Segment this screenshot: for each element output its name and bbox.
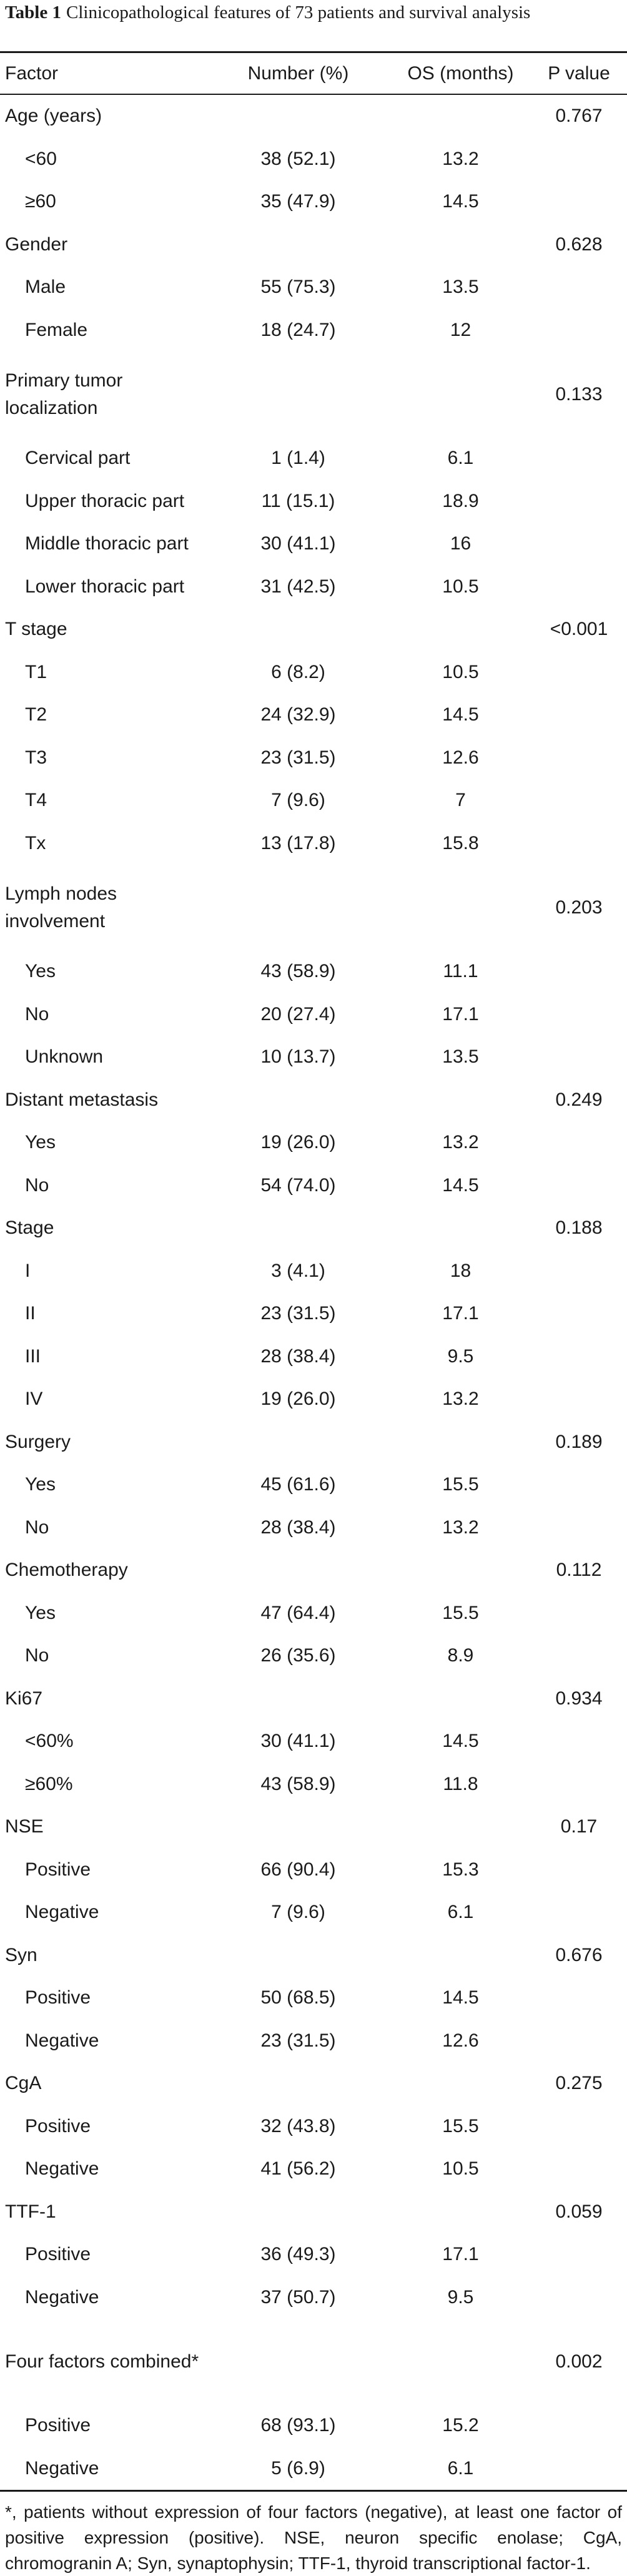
cell-p-value: 0.628 bbox=[555, 234, 603, 255]
cell-number: 20 (27.4) bbox=[260, 1003, 336, 1025]
table-body bbox=[0, 95, 627, 2490]
table-row bbox=[0, 1849, 627, 1892]
cell-number: 13 (17.8) bbox=[260, 832, 336, 853]
cell-number: 6 (8.2) bbox=[271, 661, 325, 682]
cell-factor: Tx bbox=[25, 832, 46, 853]
cell-os: 7 bbox=[455, 790, 466, 811]
table-row bbox=[0, 694, 627, 737]
cell-p-value: 0.112 bbox=[556, 1560, 602, 1581]
table-row bbox=[0, 480, 627, 523]
cell-factor: Stage bbox=[5, 1217, 54, 1239]
cell-p-value: 0.934 bbox=[555, 1688, 603, 1709]
cell-number: 38 (52.1) bbox=[260, 148, 336, 169]
table-caption-label: Table 1 bbox=[5, 2, 61, 22]
cell-os: 12 bbox=[450, 319, 471, 340]
cell-factor: Yes bbox=[25, 1602, 56, 1623]
cell-factor: IV bbox=[25, 1389, 43, 1410]
table-group-row bbox=[0, 1806, 627, 1849]
cell-factor: T3 bbox=[25, 747, 47, 768]
cell-os: 10.5 bbox=[442, 2158, 479, 2180]
cell-os: 15.5 bbox=[442, 1474, 479, 1495]
cell-number: 45 (61.6) bbox=[260, 1474, 336, 1495]
cell-os: 14.5 bbox=[442, 191, 479, 212]
table-caption bbox=[0, 0, 627, 50]
cell-factor: Four factors combined* bbox=[5, 2351, 199, 2372]
cell-p-value: 0.17 bbox=[560, 1816, 598, 1837]
cell-os: 18 bbox=[450, 1260, 471, 1281]
table-row bbox=[0, 1891, 627, 1934]
cell-number: 7 (9.6) bbox=[271, 1902, 325, 1923]
cell-number: 23 (31.5) bbox=[260, 2030, 336, 2051]
cell-os: 9.5 bbox=[447, 2286, 474, 2308]
cell-factor: Negative bbox=[25, 2457, 99, 2479]
table-row bbox=[0, 523, 627, 566]
cell-p-value: 0.188 bbox=[555, 1217, 603, 1239]
cell-factor: III bbox=[25, 1345, 41, 1367]
cell-number: 11 (15.1) bbox=[261, 490, 335, 511]
table-group-row bbox=[0, 1934, 627, 1977]
cell-number: 41 (56.2) bbox=[260, 2158, 336, 2180]
cell-factor: No bbox=[25, 1003, 49, 1025]
cell-number: 7 (9.6) bbox=[271, 790, 325, 811]
table-row bbox=[0, 1292, 627, 1335]
cell-os: 18.9 bbox=[442, 490, 479, 511]
cell-factor: Primary tumor localization bbox=[5, 370, 123, 418]
cell-p-value: 0.676 bbox=[555, 1944, 603, 1965]
cell-p-value: <0.001 bbox=[550, 619, 608, 640]
cell-os: 17.1 bbox=[442, 2244, 479, 2265]
table-row bbox=[0, 2276, 627, 2319]
table-row bbox=[0, 138, 627, 181]
table-row bbox=[0, 2020, 627, 2063]
table-row bbox=[0, 993, 627, 1036]
cell-os: 15.3 bbox=[442, 1859, 479, 1880]
cell-os: 6.1 bbox=[447, 1902, 474, 1923]
cell-factor: Positive bbox=[25, 1859, 91, 1880]
cell-os: 6.1 bbox=[447, 448, 474, 469]
table-row bbox=[0, 2447, 627, 2490]
cell-os: 13.5 bbox=[442, 1046, 479, 1068]
cell-p-value: 0.002 bbox=[555, 2351, 603, 2372]
cell-p-value: 0.203 bbox=[555, 897, 603, 918]
cell-p-value: 0.249 bbox=[555, 1089, 603, 1110]
cell-number: 43 (58.9) bbox=[260, 1773, 336, 1794]
header-os: OS (months) bbox=[407, 62, 514, 84]
cell-p-value: 0.189 bbox=[555, 1431, 603, 1452]
table-group-row bbox=[0, 1207, 627, 1250]
cell-os: 13.2 bbox=[442, 1389, 479, 1410]
cell-number: 1 (1.4) bbox=[271, 448, 325, 469]
cell-factor: Yes bbox=[25, 1132, 56, 1153]
cell-p-value: 0.767 bbox=[555, 106, 603, 127]
cell-factor: Unknown bbox=[25, 1046, 104, 1068]
cell-os: 8.9 bbox=[447, 1645, 474, 1666]
table-row bbox=[0, 1720, 627, 1763]
table-group-row bbox=[0, 1079, 627, 1122]
cell-os: 13.2 bbox=[442, 148, 479, 169]
cell-number: 36 (49.3) bbox=[260, 2244, 336, 2265]
header-p-value: P value bbox=[548, 62, 610, 84]
cell-os: 13.5 bbox=[442, 277, 479, 298]
cell-factor: Yes bbox=[25, 961, 56, 982]
cell-number: 35 (47.9) bbox=[260, 191, 336, 212]
table-row bbox=[0, 266, 627, 309]
cell-os: 15.2 bbox=[442, 2415, 479, 2436]
table-group-row bbox=[0, 2319, 627, 2404]
table-group-row bbox=[0, 1678, 627, 1721]
cell-p-value: 0.059 bbox=[555, 2201, 603, 2222]
table-group-row bbox=[0, 95, 627, 138]
cell-number: 19 (26.0) bbox=[260, 1389, 336, 1410]
cell-factor: <60% bbox=[25, 1731, 74, 1752]
cell-number: 28 (38.4) bbox=[260, 1517, 336, 1538]
cell-factor: Age (years) bbox=[5, 106, 102, 127]
cell-factor: Negative bbox=[25, 2286, 99, 2308]
table-group-row bbox=[0, 2191, 627, 2234]
cell-factor: No bbox=[25, 1517, 49, 1538]
cell-factor: I bbox=[25, 1260, 31, 1281]
cell-factor: Negative bbox=[25, 2030, 99, 2051]
cell-number: 24 (32.9) bbox=[260, 704, 336, 725]
cell-p-value: 0.275 bbox=[555, 2073, 603, 2094]
cell-os: 11.1 bbox=[443, 961, 478, 982]
table-row bbox=[0, 1250, 627, 1293]
table-row bbox=[0, 1507, 627, 1550]
table-group-row bbox=[0, 2062, 627, 2105]
cell-os: 14.5 bbox=[442, 1174, 479, 1196]
table-row bbox=[0, 779, 627, 822]
cell-os: 12.6 bbox=[442, 747, 479, 768]
cell-factor: Negative bbox=[25, 1902, 99, 1923]
cell-number: 37 (50.7) bbox=[260, 2286, 336, 2308]
table-group-row bbox=[0, 224, 627, 267]
cell-number: 10 (13.7) bbox=[260, 1046, 336, 1068]
table-row bbox=[0, 1378, 627, 1421]
cell-factor: TTF-1 bbox=[5, 2201, 56, 2222]
cell-factor: Positive bbox=[25, 2415, 91, 2436]
table-row bbox=[0, 822, 627, 865]
cell-number: 3 (4.1) bbox=[271, 1260, 325, 1281]
cell-os: 10.5 bbox=[442, 576, 479, 597]
cell-factor: No bbox=[25, 1174, 49, 1196]
table-caption-text: Clinicopathological features of 73 patients and survival analysis bbox=[66, 2, 531, 22]
cell-number: 23 (31.5) bbox=[260, 1303, 336, 1324]
cell-os: 17.1 bbox=[442, 1003, 479, 1025]
table-row bbox=[0, 180, 627, 224]
cell-factor: Yes bbox=[25, 1474, 56, 1495]
cell-factor: T4 bbox=[25, 790, 47, 811]
cell-number: 26 (35.6) bbox=[260, 1645, 336, 1666]
cell-number: 31 (42.5) bbox=[260, 576, 336, 597]
cell-factor: NSE bbox=[5, 1816, 44, 1837]
cell-os: 14.5 bbox=[442, 1731, 479, 1752]
cell-os: 12.6 bbox=[442, 2030, 479, 2051]
cell-p-value: 0.133 bbox=[555, 383, 603, 405]
cell-number: 23 (31.5) bbox=[260, 747, 336, 768]
table-row bbox=[0, 309, 627, 352]
table-row bbox=[0, 1977, 627, 2020]
cell-factor: Syn bbox=[5, 1944, 37, 1965]
cell-os: 15.5 bbox=[442, 1602, 479, 1623]
cell-number: 55 (75.3) bbox=[260, 277, 336, 298]
cell-os: 9.5 bbox=[447, 1345, 474, 1367]
cell-factor: ≥60% bbox=[25, 1773, 73, 1794]
table-row bbox=[0, 2233, 627, 2276]
cell-number: 30 (41.1) bbox=[260, 1731, 336, 1752]
cell-factor: Distant metastasis bbox=[5, 1089, 159, 1110]
table-row bbox=[0, 566, 627, 609]
cell-number: 32 (43.8) bbox=[260, 2115, 336, 2136]
cell-os: 11.8 bbox=[443, 1773, 478, 1794]
cell-os: 15.8 bbox=[442, 832, 479, 853]
cell-factor: Positive bbox=[25, 2115, 91, 2136]
table-row bbox=[0, 950, 627, 993]
header-number: Number (%) bbox=[247, 62, 349, 84]
cell-factor: Lymph nodes involvement bbox=[5, 883, 117, 932]
cell-number: 47 (64.4) bbox=[260, 1602, 336, 1623]
cell-factor: Female bbox=[25, 319, 88, 340]
table-row bbox=[0, 1164, 627, 1207]
table-row bbox=[0, 1592, 627, 1635]
table-row bbox=[0, 1635, 627, 1678]
cell-factor: Gender bbox=[5, 234, 68, 255]
cell-factor: No bbox=[25, 1645, 49, 1666]
cell-number: 18 (24.7) bbox=[260, 319, 336, 340]
cell-factor: <60 bbox=[25, 148, 57, 169]
cell-factor: T1 bbox=[25, 661, 47, 682]
table-row bbox=[0, 737, 627, 780]
table-group-row bbox=[0, 608, 627, 651]
cell-number: 28 (38.4) bbox=[260, 1345, 336, 1367]
table-row bbox=[0, 437, 627, 480]
table-row bbox=[0, 1335, 627, 1379]
table-group-row bbox=[0, 865, 627, 950]
header-factor: Factor bbox=[5, 62, 59, 84]
cell-factor: Cervical part bbox=[25, 448, 131, 469]
cell-factor: T2 bbox=[25, 704, 47, 725]
table-row bbox=[0, 2404, 627, 2447]
cell-os: 15.5 bbox=[442, 2115, 479, 2136]
cell-number: 54 (74.0) bbox=[260, 1174, 336, 1196]
cell-factor: CgA bbox=[5, 2073, 42, 2094]
cell-number: 68 (93.1) bbox=[260, 2415, 336, 2436]
cell-factor: Upper thoracic part bbox=[25, 490, 185, 511]
cell-os: 14.5 bbox=[442, 704, 479, 725]
table-row bbox=[0, 1121, 627, 1164]
table-row bbox=[0, 1036, 627, 1079]
cell-number: 5 (6.9) bbox=[271, 2457, 325, 2479]
cell-number: 66 (90.4) bbox=[260, 1859, 336, 1880]
cell-factor: Chemotherapy bbox=[5, 1560, 128, 1581]
cell-os: 14.5 bbox=[442, 1987, 479, 2008]
table-group-row bbox=[0, 1421, 627, 1464]
table-row bbox=[0, 1763, 627, 1806]
table-group-row bbox=[0, 351, 627, 437]
cell-factor: ≥60 bbox=[25, 191, 56, 212]
table-group-row bbox=[0, 1549, 627, 1592]
cell-os: 13.2 bbox=[442, 1517, 479, 1538]
table-row bbox=[0, 2148, 627, 2191]
cell-number: 50 (68.5) bbox=[260, 1987, 336, 2008]
cell-os: 10.5 bbox=[442, 661, 479, 682]
cell-number: 19 (26.0) bbox=[260, 1132, 336, 1153]
cell-factor: Negative bbox=[25, 2158, 99, 2180]
table-footnote: *, patients without expression of four factors (negative), at least one factor of positive expression (positive). NSE, neuron specific enolase; CgA, chromogranin A; Syn, synaptophysin; TTF-1, thyroid transcriptional factor-1. bbox=[5, 2502, 622, 2573]
cell-factor: Positive bbox=[25, 1987, 91, 2008]
table-row bbox=[0, 1463, 627, 1507]
cell-factor: II bbox=[25, 1303, 36, 1324]
table-header-row bbox=[0, 53, 627, 94]
cell-number: 43 (58.9) bbox=[260, 961, 336, 982]
cell-os: 13.2 bbox=[442, 1132, 479, 1153]
cell-factor: Lower thoracic part bbox=[25, 576, 185, 597]
cell-factor: Male bbox=[25, 277, 66, 298]
cell-factor: Middle thoracic part bbox=[25, 533, 189, 554]
cell-os: 17.1 bbox=[442, 1303, 479, 1324]
cell-os: 6.1 bbox=[447, 2457, 474, 2479]
table-row bbox=[0, 2105, 627, 2148]
cell-factor: Positive bbox=[25, 2244, 91, 2265]
table-row bbox=[0, 651, 627, 694]
cell-factor: T stage bbox=[5, 619, 67, 640]
cell-factor: Ki67 bbox=[5, 1688, 43, 1709]
cell-factor: Surgery bbox=[5, 1431, 71, 1452]
cell-os: 16 bbox=[450, 533, 471, 554]
cell-number: 30 (41.1) bbox=[260, 533, 336, 554]
